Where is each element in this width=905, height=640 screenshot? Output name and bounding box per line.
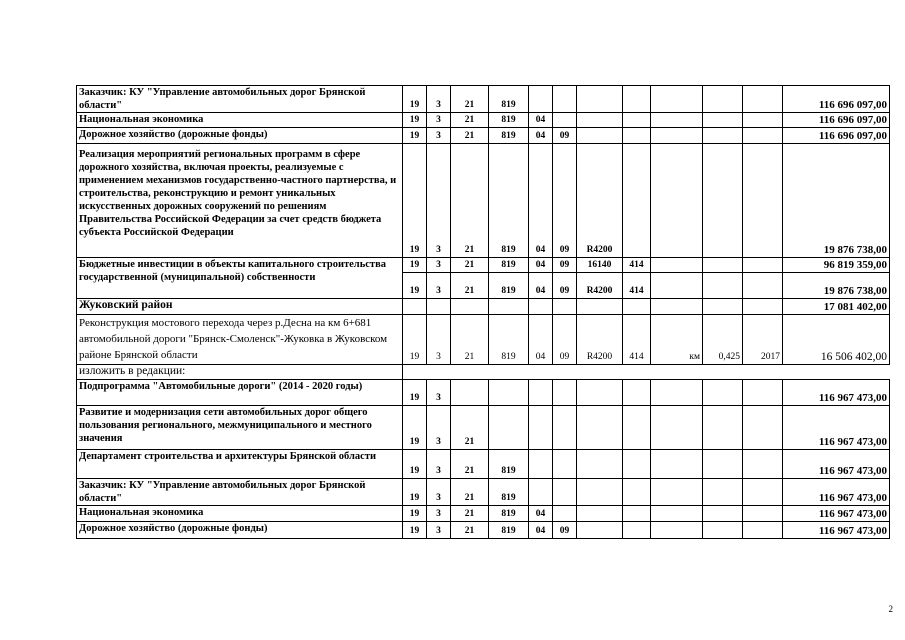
- table-row: Дорожное хозяйство (дорожные фонды) 19 3 21 819 04 09 116 696 097,00: [77, 128, 890, 144]
- table-row: Национальная экономика 19 3 21 819 04 116 967 473,00: [77, 506, 890, 522]
- row-amount: 96 819 359,00: [783, 258, 890, 273]
- budget-table: [76, 85, 890, 539]
- row-amount: 19 876 738,00: [783, 144, 890, 258]
- table-row: Дорожное хозяйство (дорожные фонды) 19 3 21 819 04 09 116 967 473,00: [77, 522, 890, 539]
- row-name: Дорожное хозяйство (дорожные фонды): [77, 128, 403, 144]
- row-amount: 116 696 097,00: [783, 86, 890, 113]
- table-row: 19 3 21 819 04 09 R4200 414 19 876 738,00: [77, 273, 890, 299]
- table-row: Развитие и модернизация сети автомобильных дорог общего пользования регионального, межмуниципального и местного значения 19 3 21 116 967 473,00: [77, 406, 890, 450]
- page-number: 2: [888, 604, 893, 614]
- row-amount: 116 967 473,00: [783, 522, 890, 539]
- row-name: Национальная экономика: [77, 113, 403, 128]
- row-amount: 16 506 402,00: [783, 315, 890, 365]
- row-amount: 116 696 097,00: [783, 128, 890, 144]
- table-row: [77, 299, 890, 315]
- row-name: Реализация мероприятий региональных программ в сфере дорожного хозяйства, включая проекты, реализуемые с применением механизмов государственно-частного партнерства, и строительства, реконструкцию и ремонт уникальных искусственных дорожных сооружений по решениям Правительства Российской Федерации за счет средств бюджета субъекта Российской Федерации: [77, 144, 403, 258]
- row-amount: 116 967 473,00: [783, 450, 890, 479]
- row-name: Развитие и модернизация сети автомобильных дорог общего пользования регионального, межмуниципального и местного значения: [77, 406, 403, 450]
- table-row: [77, 365, 890, 380]
- row-amount: 116 967 473,00: [783, 479, 890, 506]
- row-name: Реконструкция мостового перехода через р.Десна на км 6+681 автомобильной дороги "Брянск-Смоленск"-Жуковка в Жуковском районе Брянской области: [77, 315, 403, 365]
- row-name: Заказчик: КУ "Управление автомобильных дорог Брянской области": [77, 479, 403, 506]
- row-name: Дорожное хозяйство (дорожные фонды): [77, 522, 403, 539]
- row-name: Заказчик: КУ "Управление автомобильных дорог Брянской области": [77, 86, 403, 113]
- row-amount: 116 967 473,00: [783, 406, 890, 450]
- row-amount: 17 081 402,00: [783, 299, 890, 315]
- row-name: Бюджетные инвестиции в объекты капитального строительства государственной (муниципальной) собственности: [77, 258, 403, 299]
- table-row: Национальная экономика 19 3 21 819 04 116 696 097,00: [77, 113, 890, 128]
- row-amount: 19 876 738,00: [783, 273, 890, 299]
- table-row: Заказчик: КУ "Управление автомобильных дорог Брянской области" 19 3 21 819 116 967 473,00: [77, 479, 890, 506]
- row-name: Департамент строительства и архитектуры Брянской области: [77, 450, 403, 479]
- row-name: изложить в редакции:: [77, 365, 403, 380]
- row-name: Национальная экономика: [77, 506, 403, 522]
- row-name: Подпрограмма "Автомобильные дороги" (2014 - 2020 годы): [77, 380, 403, 406]
- row-amount: 116 967 473,00: [783, 506, 890, 522]
- table-row: Реконструкция мостового перехода через р.Десна на км 6+681 автомобильной дороги "Брянск-Смоленск"-Жуковка в Жуковском районе Брянской области 19 3 21 819 04 09 R4200 414 км 0,425 2017 16 506 402,00: [77, 315, 890, 365]
- row-amount: 116 696 097,00: [783, 113, 890, 128]
- table-row: Заказчик: КУ "Управление автомобильных дорог Брянской области" 19 3 21 819 116 696 097,00: [77, 86, 890, 113]
- table-row: Подпрограмма "Автомобильные дороги" (2014 - 2020 годы) 19 3 116 967 473,00: [77, 380, 890, 406]
- table-row: Бюджетные инвестиции в объекты капитального строительства государственной (муниципальной) собственности 19 3 21 819 04 09 16140 414 96 819 359,00: [77, 258, 890, 273]
- row-amount: 116 967 473,00: [783, 380, 890, 406]
- table-row: Департамент строительства и архитектуры Брянской области 19 3 21 819 116 967 473,00: [77, 450, 890, 479]
- row-name: Жуковский район: [77, 299, 403, 315]
- table-row: Реализация мероприятий региональных программ в сфере дорожного хозяйства, включая проекты, реализуемые с применением механизмов государственно-частного партнерства, и строительства, реконструкцию и ремонт уникальных искусственных дорожных сооружений по решениям Правительства Российской Федерации за счет средств бюджета субъекта Российской Федерации 19 3 21 819 04 09 R4200 19 876 738,00: [77, 144, 890, 258]
